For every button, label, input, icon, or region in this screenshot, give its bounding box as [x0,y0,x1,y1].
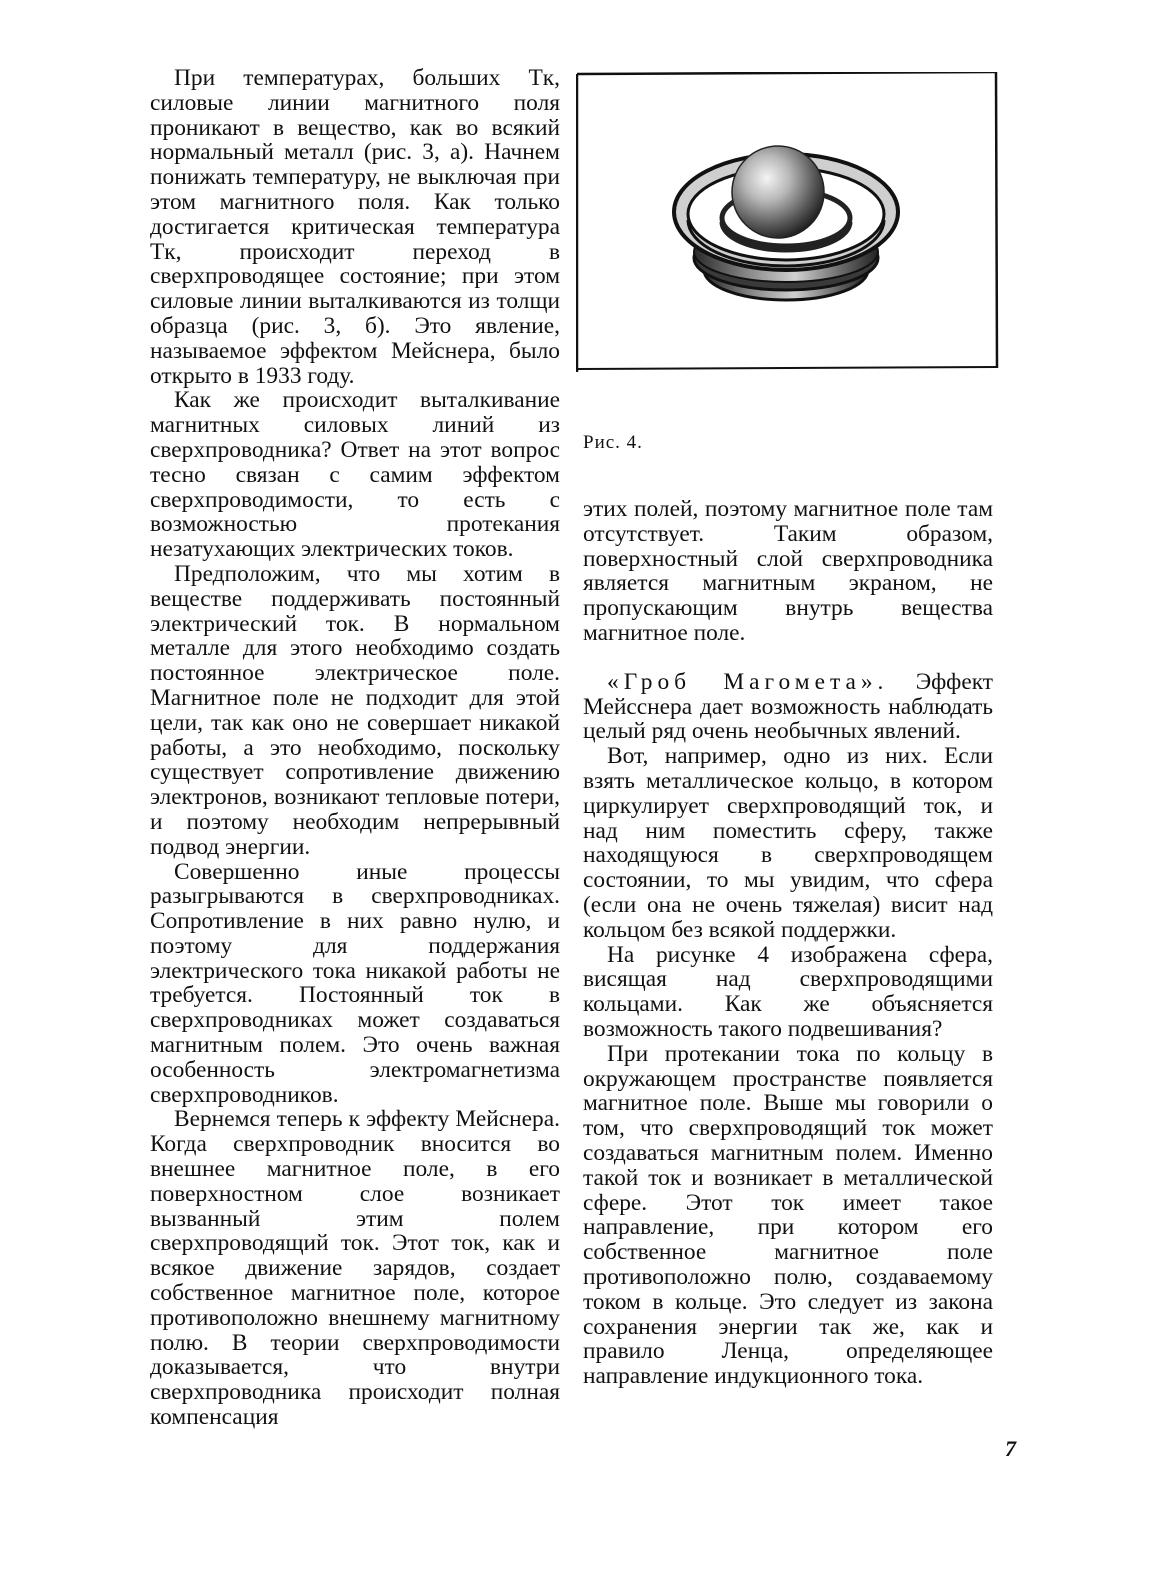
paragraph: Вернемся теперь к эффекту Мейснера. Когда сверхпроводник вносится во внешнее магнитное поле, в его поверхностном слое возникает вызванный этим полем сверхпроводящий ток. Этот ток, как и всякое движение зарядов, создает собственное магнитное поле, которое противоположно внешнему магнитному полю. В теории сверхпроводимости доказывается, что внутри сверхпроводника происходит полная компенсация [150,1106,560,1431]
section-paragraph [583,670,993,744]
sphere-over-rings-illustration [576,72,1000,372]
paragraph: Вот, например, одно из них. Если взять металлическое кольцо, в котором циркулирует сверхпроводящий ток, и над ним поместить сферу, также находящуюся в сверхпроводящем состоянии, то мы увидим, что сфера (если она не очень тяжелая) висит над кольцом без всякой поддержки. [583,743,993,943]
figure-sphere-over-rings [576,72,1000,372]
paragraph: Как же происходит выталкивание магнитных силовых линий из сверхпроводника? Ответ на этот вопрос тесно связан с самим эффектом сверхпроводимости, то есть с возможностью протекания незатухающих электрических токов. [150,387,560,563]
paragraph: При температурах, больших Tк, силовые линии магнитного поля проникают в вещество, как во всякий нормальный металл (рис. 3, а). Начнем понижать температуру, не выключая при этом магнитного поля. Как только достигается критическая температура Tк, происходит переход в сверхпроводящее состояние; при этом силовые линии выталкиваются из толщи образца (рис. 3, б). Это явление, называемое эффектом Мейснера, было открыто в 1933 году. [150,65,560,389]
paragraph: При протекании тока по кольцу в окружающем пространстве появляется магнитное поле. Выше мы говорили о том, что сверхпроводящий ток может создаваться магнитным полем. Именно такой ток и возникает в металлической сфере. Этот ток имеет такое направление, при котором его собственное магнитное поле противоположно полю, создаваемому током в кольце. Это следует из закона сохранения энергии так же, как и правило Ленца, определяющее направление индукционного тока. [583,1040,993,1390]
section-heading: «Гроб Магомета». [607,668,889,695]
paragraph: этих полей, поэтому магнитное поле там отсутствует. Таким образом, поверхностный слой сверхпроводника является магнитным экраном, не пропускающим внутрь вещества магнитное поле. [583,496,993,646]
paragraph: Предположим, что мы хотим в веществе поддерживать постоянный электрический ток. В нормальном металле для этого необходимо создать постоянное электрическое поле. Магнитное поле не подходит для этой цели, так как оно не совершает никакой работы, а это необходимо, поскольку существует сопротивление движению электронов, возникают тепловые потери, и поэтому необходим непрерывный подвод энергии. [150,560,560,860]
left-column [150,66,560,1430]
right-column [583,497,993,1389]
paragraph: Совершенно иные процессы разыгрываются в сверхпроводниках. Сопротивление в них равно нулю, и поэтому для поддержания электрического тока никакой работы не требуется. Постоянный ток в сверхпроводниках может создаваться магнитным полем. Это очень важная особенность электромагнетизма сверхпроводников. [150,858,560,1108]
figure-caption: Рис. 4. [583,432,643,453]
section-text: Эффект Мейсснера дает возможность наблюдать целый ряд очень необычных явлений. [583,668,993,745]
paragraph: На рисунке 4 изображена сфера, висящая над сверхпроводящими кольцами. Как же объясняется возможность такого подвешивания? [583,941,993,1042]
page-number: 7 [1005,1436,1016,1461]
